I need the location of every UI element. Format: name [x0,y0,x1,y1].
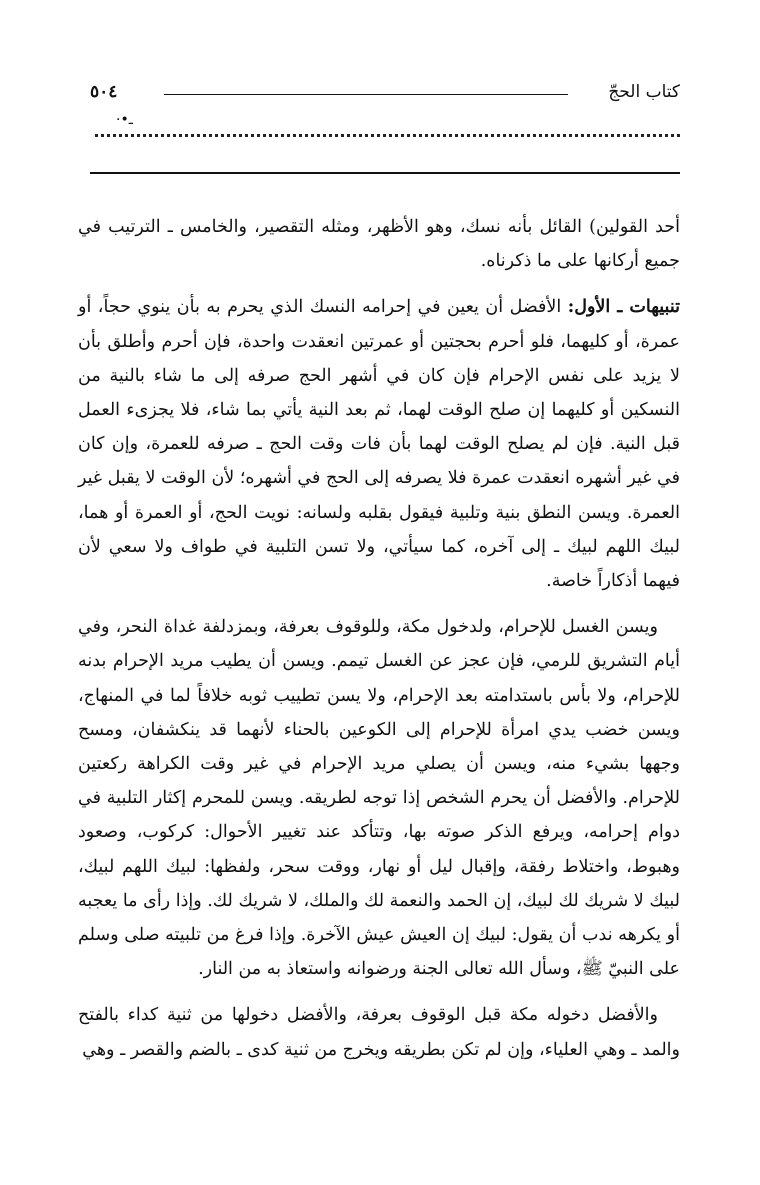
paragraph-2 [78,290,680,598]
paragraph-2-text: الأفضل أن يعين في إحرامه النسك الذي يحرم به بأن ينوي حجاً، أو عمرة، أو كليهما، فلو أحرم بحجتين أو عمرتين انعقدت واحدة، فإن أحرم وأطلق بأن لا يزيد على نفس الإحرام فإن كان في أشهر الحج صرفه إلى ما شاء بالنية من النسكين أو كليهما إن صلح الوقت لهما، ثم بعد النية يأتي بما شاء، فلا يجزىء العمل قبل النية. فإن لم يصلح الوقت لهما بأن فات وقت الحج ـ صرفه للعمرة، وإن كان في غير أشهره انعقدت عمرة فلا يصرفه إلى الحج في أشهره؛ لأن الوقت لا يقبل غير العمرة. ويسن النطق بنية وتلبية فيقول بقلبه ولسانه: نويت الحج، أو العمرة أو هما، لبيك اللهم لبيك ـ إلى آخره، كما سيأتي، ولا تسن التلبية في طواف ولا سعي لأن فيهما أذكاراً خاصة. [78,297,681,592]
paragraph-3-text: ويسن الغسل للإحرام، ولدخول مكة، وللوقوف بعرفة، وبمزدلفة غداة النحر، وفي أيام التشريق للرمي، فإن عجز عن الغسل تيمم. ويسن أن يطيب مريد الإحرام بدنه للإحرام، ولا بأس باستدامته بعد الإحرام، ولا يسن تطييب ثوبه خلافاً لما في المنهاج، ويسن خضب يدي امرأة للإحرام إلى الكوعين بالحناء لأنهما قد ينكشفان، ومسح وجهها بشيء منه، ويسن أن يصلي مريد الإحرام في غير وقت الكراهة ركعتين للإحرام. والأفضل أن يحرم الشخص إذا توجه لطريقه. ويسن للمحرم إكثار التلبية في دوام إحرامه، ويرفع الذكر صوته بها، وتتأكد عند تغيير الأحوال: كركوب، وصعود وهبوط، واختلاط رفقة، وإقبال ليل أو نهار، ووقت سحر، ولفظها: لبيك اللهم لبيك، لبيك لا شريك لك لبيك، إن الحمد والنعمة لك والملك، لا شريك لك. وإذا رأى ما يعجبه أو يكرهه ندب أن يقول: لبيك إن العيش عيش الآخرة. وإذا فرغ من تلبيته صلى وسلم على النبيّ ﷺ، وسأل الله تعالى الجنة ورضوانه واستعاذ به من النار. [78,617,680,980]
page-number: ٥٠٤ [90,82,118,102]
paragraph-2-lead: تنبيهات ـ الأول: [567,297,680,318]
dotted-divider [95,134,680,137]
paragraph-4-text: والأفضل دخوله مكة قبل الوقوف بعرفة، والأفضل دخولها من ثنية كداء بالفتح والمد ـ وهي العلياء، وإن لم تكن بطريقه ويخرج من ثنية كدى ـ بالضم والقصر ـ وهي [78,1005,680,1060]
paragraph-3 [78,610,680,986]
paragraph-1 [78,210,680,278]
header-separator [90,172,680,174]
running-header [90,80,680,110]
margin-mark: ·•ـ [116,112,133,128]
paragraph-4 [78,998,680,1066]
chapter-title: كتاب الحجّ [608,82,680,102]
page-body [78,210,680,1067]
paragraph-1-text: أحد القولين) القائل بأنه نسك، وهو الأظهر، ومثله التقصير، والخامس ـ الترتيب في جميع أركانها على ما ذكرناه. [78,217,680,272]
header-rule [164,94,568,95]
